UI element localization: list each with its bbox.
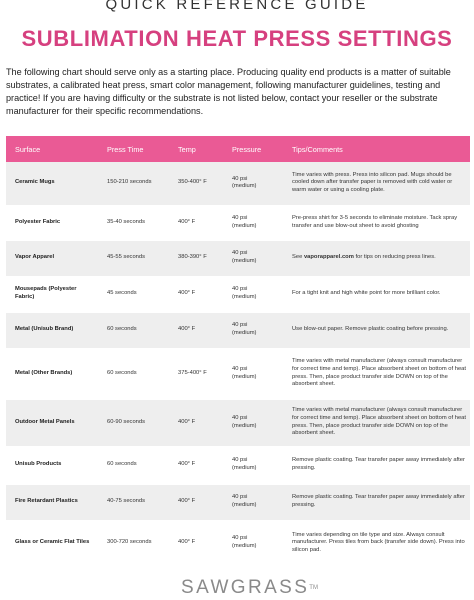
table-row bbox=[6, 162, 470, 205]
page-title: SUBLIMATION HEAT PRESS SETTINGS bbox=[21, 26, 453, 51]
table-row bbox=[6, 312, 470, 348]
column-header-tips: Tips/Comments bbox=[283, 136, 470, 162]
surface-cell: Metal (Unisub Brand) bbox=[6, 312, 98, 348]
surface-cell: Polyester Fabric bbox=[6, 205, 98, 240]
temp-cell: 400° F bbox=[169, 205, 223, 240]
table-row bbox=[6, 205, 470, 240]
tips-cell: Use blow-out paper. Remove plastic coating before pressing. bbox=[283, 312, 470, 348]
press-time-cell: 60 seconds bbox=[98, 312, 169, 348]
table-header-row bbox=[6, 136, 470, 162]
tips-cell bbox=[283, 240, 470, 276]
settings-table bbox=[6, 136, 470, 567]
surface-cell: Glass or Ceramic Flat Tiles bbox=[6, 520, 98, 566]
surface-cell: Ceramic Mugs bbox=[6, 162, 98, 205]
pressure-cell: 40 psi (medium) bbox=[223, 348, 283, 399]
surface-cell: Metal (Other Brands) bbox=[6, 348, 98, 399]
press-time-cell: 45 seconds bbox=[98, 276, 169, 312]
pressure-cell: 40 psi (medium) bbox=[223, 520, 283, 566]
temp-cell: 400° F bbox=[169, 484, 223, 520]
temp-cell: 400° F bbox=[169, 399, 223, 446]
surface-cell: Unisub Products bbox=[6, 446, 98, 484]
table-row bbox=[6, 276, 470, 312]
press-time-cell: 300-720 seconds bbox=[98, 520, 169, 566]
pressure-cell: 40 psi (medium) bbox=[223, 240, 283, 276]
logo-wordmark: SAWGRASS bbox=[181, 577, 310, 598]
pressure-cell: 40 psi (medium) bbox=[223, 162, 283, 205]
tips-cell: Time varies with metal manufacturer (always consult manufacturer for correct time and temp). Place absorbent sheet on bottom of heat press. Then, place product transfer side DOWN on top of the absorbent sheet. bbox=[283, 348, 470, 399]
tips-cell: Pre-press shirt for 3-5 seconds to eliminate moisture. Tack spray transfer and use blow-out sheet to avoid ghosting bbox=[283, 205, 470, 240]
tips-cell: For a tight knit and high white point for more brilliant color. bbox=[283, 276, 470, 312]
temp-cell: 350-400° F bbox=[169, 162, 223, 205]
press-time-cell: 45-55 seconds bbox=[98, 240, 169, 276]
column-header-press-time: Press Time bbox=[98, 136, 169, 162]
temp-cell: 400° F bbox=[169, 446, 223, 484]
guide-kicker: QUICK REFERENCE GUIDE bbox=[105, 0, 369, 13]
press-time-cell: 60 seconds bbox=[98, 348, 169, 399]
surface-cell: Outdoor Metal Panels bbox=[6, 399, 98, 446]
trademark-mark: TM bbox=[309, 585, 318, 591]
tips-prefix: See bbox=[292, 254, 304, 261]
temp-cell: 400° F bbox=[169, 312, 223, 348]
tips-cell: Time varies depending on tile type and size. Always consult manufacturer. Press tiles from back (transfer side down). Press into silicon pad. bbox=[283, 520, 470, 566]
table-row bbox=[6, 240, 470, 276]
press-time-cell: 35-40 seconds bbox=[98, 205, 169, 240]
tips-cell: Time varies with press. Press into silicon pad. Mugs should be cooled down after transfer paper is removed with cold water or warm water or using a cooling plate. bbox=[283, 162, 470, 205]
intro-paragraph: The following chart should serve only as a starting place. Producing quality end products is a matter of suitable substrates, a calibrated heat press, smart color management, following manufacturer guidelines, testing and practice! If you are having difficulty or the substrate is not listed below, contact your reseller or the substrate manufacturer for their specific recommendations. bbox=[6, 67, 451, 116]
temp-cell: 400° F bbox=[169, 276, 223, 312]
surface-cell: Vapor Apparel bbox=[6, 240, 98, 276]
temp-cell: 380-390° F bbox=[169, 240, 223, 276]
temp-cell: 400° F bbox=[169, 520, 223, 566]
press-time-cell: 150-210 seconds bbox=[98, 162, 169, 205]
temp-cell: 375-400° F bbox=[169, 348, 223, 399]
table-row bbox=[6, 348, 470, 399]
pressure-cell: 40 psi (medium) bbox=[223, 399, 283, 446]
table-row bbox=[6, 399, 470, 446]
press-time-cell: 60-90 seconds bbox=[98, 399, 169, 446]
vapor-apparel-link[interactable]: vaporapparel.com bbox=[303, 254, 354, 261]
tips-suffix: for tips on reducing press lines. bbox=[353, 254, 436, 261]
pressure-cell: 40 psi (medium) bbox=[223, 484, 283, 520]
column-header-pressure: Pressure bbox=[223, 136, 283, 162]
table-row bbox=[6, 520, 470, 566]
table-row bbox=[6, 446, 470, 484]
tips-cell: Remove plastic coating. Tear transfer paper away immediately after pressing. bbox=[283, 484, 470, 520]
tips-cell: Remove plastic coating. Tear transfer paper away immediately after pressing. bbox=[283, 446, 470, 484]
surface-cell: Fire Retardant Plastics bbox=[6, 484, 98, 520]
pressure-cell: 40 psi (medium) bbox=[223, 276, 283, 312]
sawgrass-logo bbox=[181, 576, 318, 598]
tips-cell: Time varies with metal manufacturer (always consult manufacturer for correct time and temp). Place absorbent sheet on bottom of heat press. Then, place product transfer side DOWN on top of the absorbent sheet. bbox=[283, 399, 470, 446]
pressure-cell: 40 psi (medium) bbox=[223, 312, 283, 348]
press-time-cell: 60 seconds bbox=[98, 446, 169, 484]
column-header-temp: Temp bbox=[169, 136, 223, 162]
press-time-cell: 40-75 seconds bbox=[98, 484, 169, 520]
surface-cell: Mousepads (Polyester Fabric) bbox=[6, 276, 98, 312]
column-header-surface: Surface bbox=[6, 136, 98, 162]
pressure-cell: 40 psi (medium) bbox=[223, 446, 283, 484]
table-row bbox=[6, 484, 470, 520]
pressure-cell: 40 psi (medium) bbox=[223, 205, 283, 240]
